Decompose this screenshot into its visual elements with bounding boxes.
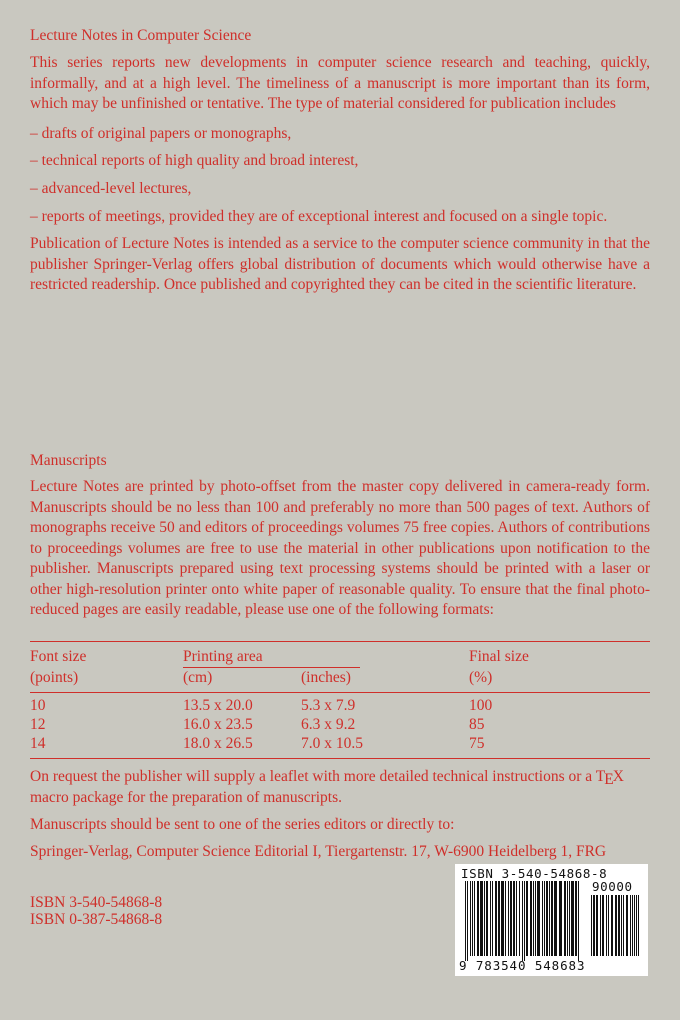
tex-logo xyxy=(595,768,624,788)
table-cell-cm: 18.0 x 26.5 xyxy=(183,735,253,752)
barcode-digits: 9 783540 548683 xyxy=(459,958,586,973)
series-title: Lecture Notes in Computer Science xyxy=(30,27,252,44)
table-bottom-rule xyxy=(30,758,650,759)
table-cell-final: 100 xyxy=(469,697,493,714)
service-paragraph: Publication of Lecture Notes is intended as a service to the computer science community in that the publisher Springer-Verlag offers global distribution of documents which would otherwise have a restricted readership. Once published and copyrighted they can be cited in the scientific literature. xyxy=(30,235,650,293)
table-top-rule xyxy=(30,641,650,642)
font-size-unit: (points) xyxy=(30,669,79,686)
send-instructions: Manuscripts should be sent to one of the series editors or directly to: xyxy=(30,816,455,833)
barcode-isbn: ISBN 3-540-54868-8 xyxy=(461,866,608,881)
manuscripts-heading: Manuscripts xyxy=(30,452,107,469)
table-cell-final: 85 xyxy=(469,716,485,733)
tex-logo-e: E xyxy=(604,771,614,788)
inches-unit: (inches) xyxy=(301,669,351,686)
intro-paragraph: This series reports new developments in computer science research and teaching, quickly, informally, and at a high level. The timeliness of a manuscript is more important than its form, which may be unfinished or tentative. The type of material considered for publication includes xyxy=(30,54,650,112)
leaflet-text: On request the publisher will supply a leaflet with more detailed technical instructions or a xyxy=(30,768,596,785)
intro-item-lectures: – advanced-level lectures, xyxy=(30,180,192,197)
table-cell-inches: 6.3 x 9.2 xyxy=(301,716,356,733)
tex-logo-x: X xyxy=(612,768,624,785)
printing-area-header: Printing area xyxy=(183,648,263,665)
intro-item-drafts: – drafts of original papers or monographs, xyxy=(30,125,292,142)
publisher-address: Springer-Verlag, Computer Science Editorial I, Tiergartenstr. 17, W-6900 Heidelberg 1, FRG xyxy=(30,843,607,860)
cm-unit: (cm) xyxy=(183,669,213,686)
table-cell-cm: 16.0 x 23.5 xyxy=(183,716,253,733)
table-cell-final: 75 xyxy=(469,735,485,752)
isbn-line-2: ISBN 0-387-54868-8 xyxy=(30,911,163,928)
table-cell-font: 10 xyxy=(30,697,46,714)
intro-item-meetings: – reports of meetings, provided they are of exceptional interest and focused on a single topic. xyxy=(30,208,608,225)
tex-logo-t: T xyxy=(595,768,606,785)
intro-item-reports: – technical reports of high quality and broad interest, xyxy=(30,152,359,169)
table-cell-font: 12 xyxy=(30,716,46,733)
manuscripts-paragraph: Lecture Notes are printed by photo-offset from the master copy delivered in camera-ready form. Manuscripts should be no less than 100 and preferably no more than 500 pages of text. Authors of monographs receive 50 and editors of proceedings volumes 75 free copies. Authors of contributions to proceedings volumes are free to use the material in other publications upon notification to the publisher. Manuscripts prepared using text processing systems should be printed with a laser or other high-resolution printer onto white paper of reasonable quality. To ensure that the final photo-reduced pages are easily readable, please use one of the following formats: xyxy=(30,478,650,618)
font-size-header: Font size xyxy=(30,648,87,665)
table-header-rule xyxy=(30,692,650,693)
table-cell-inches: 7.0 x 10.5 xyxy=(301,735,363,752)
barcode-addon-digits: 90000 xyxy=(592,879,633,894)
isbn-line-1: ISBN 3-540-54868-8 xyxy=(30,894,163,911)
final-size-header: Final size xyxy=(469,648,529,665)
table-cell-cm: 13.5 x 20.0 xyxy=(183,697,253,714)
leaflet-line-1 xyxy=(30,767,624,787)
barcode xyxy=(455,864,648,976)
final-size-unit: (%) xyxy=(469,669,493,686)
leaflet-line-2: macro package for the preparation of manuscripts. xyxy=(30,789,343,806)
table-cell-font: 14 xyxy=(30,735,46,752)
table-cell-inches: 5.3 x 7.9 xyxy=(301,697,356,714)
